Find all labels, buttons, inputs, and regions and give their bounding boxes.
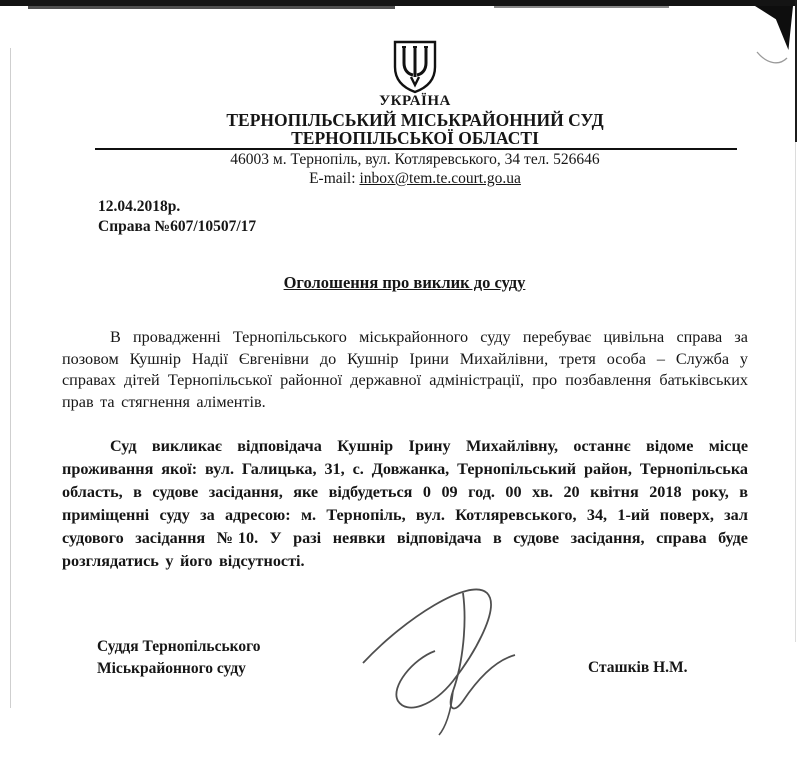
scan-corner-curl-line (755, 48, 789, 70)
signer-name: Сташків Н.М. (588, 659, 688, 676)
signer-title-line1: Суддя Тернопільського (97, 638, 261, 655)
ukraine-trident-emblem-icon (393, 40, 437, 94)
court-email-line (35, 170, 795, 188)
handwritten-signature (335, 563, 555, 748)
document-date: 12.04.2018р. (98, 198, 181, 215)
signer-title-line2: Міськрайонного суду (97, 660, 246, 677)
scan-edge-top-shadow (28, 6, 395, 9)
court-address: 46003 м. Тернопіль, вул. Котляревського, 34 тел. 526646 (230, 151, 600, 168)
document-title: Оголошення про виклик до суду (283, 273, 526, 292)
scan-edge-top-shadow-2 (494, 6, 669, 8)
letterhead-divider (95, 148, 737, 150)
court-name-line2: ТЕРНОПІЛЬСЬКОЇ ОБЛАСТІ (291, 128, 539, 148)
court-name-line1: ТЕРНОПІЛЬСЬКИЙ МІСЬКРАЙОННИЙ СУД (226, 110, 604, 130)
scan-edge-right-faint (795, 142, 796, 642)
country-name: УКРАЇНА (379, 93, 451, 109)
case-number: Справа №607/10507/17 (98, 218, 257, 235)
signer-title (97, 636, 261, 680)
email-label: E-mail: (309, 170, 360, 187)
scan-corner-fold (755, 6, 793, 50)
email-address: inbox@tem.te.court.go.ua (359, 170, 521, 187)
paragraph-summons: Суд викликає відповідача Кушнір Ірину Михайлівну, останнє відоме місце проживання якої: вул. Галицька, 31, с. Довжанка, Тернопільський район, Тернопільська область, в судове засідання, яке відбудеться 0 09 год. 00 хв. 20 квітня 2018 року, в приміщенні суду за адресою: м. Тернопіль, вул. Котляревського, 34, 1-ий поверх, зал судового засідання №10. У разі неявки відповідача в судове засідання, справа буде розглядатись у його відсутності. (62, 437, 748, 570)
scan-edge-left (10, 48, 11, 708)
paragraph-case-description: В провадженні Тернопільського міськрайонного суду перебуває цивільна справа за позовом Кушнір Надії Євгенівни до Кушнір Ірини Михайлівни, третя особа – Служба у справах дітей Тернопільської районної державної адміністрації, про позбавлення батьківських прав та стягнення аліментів. (62, 328, 748, 411)
